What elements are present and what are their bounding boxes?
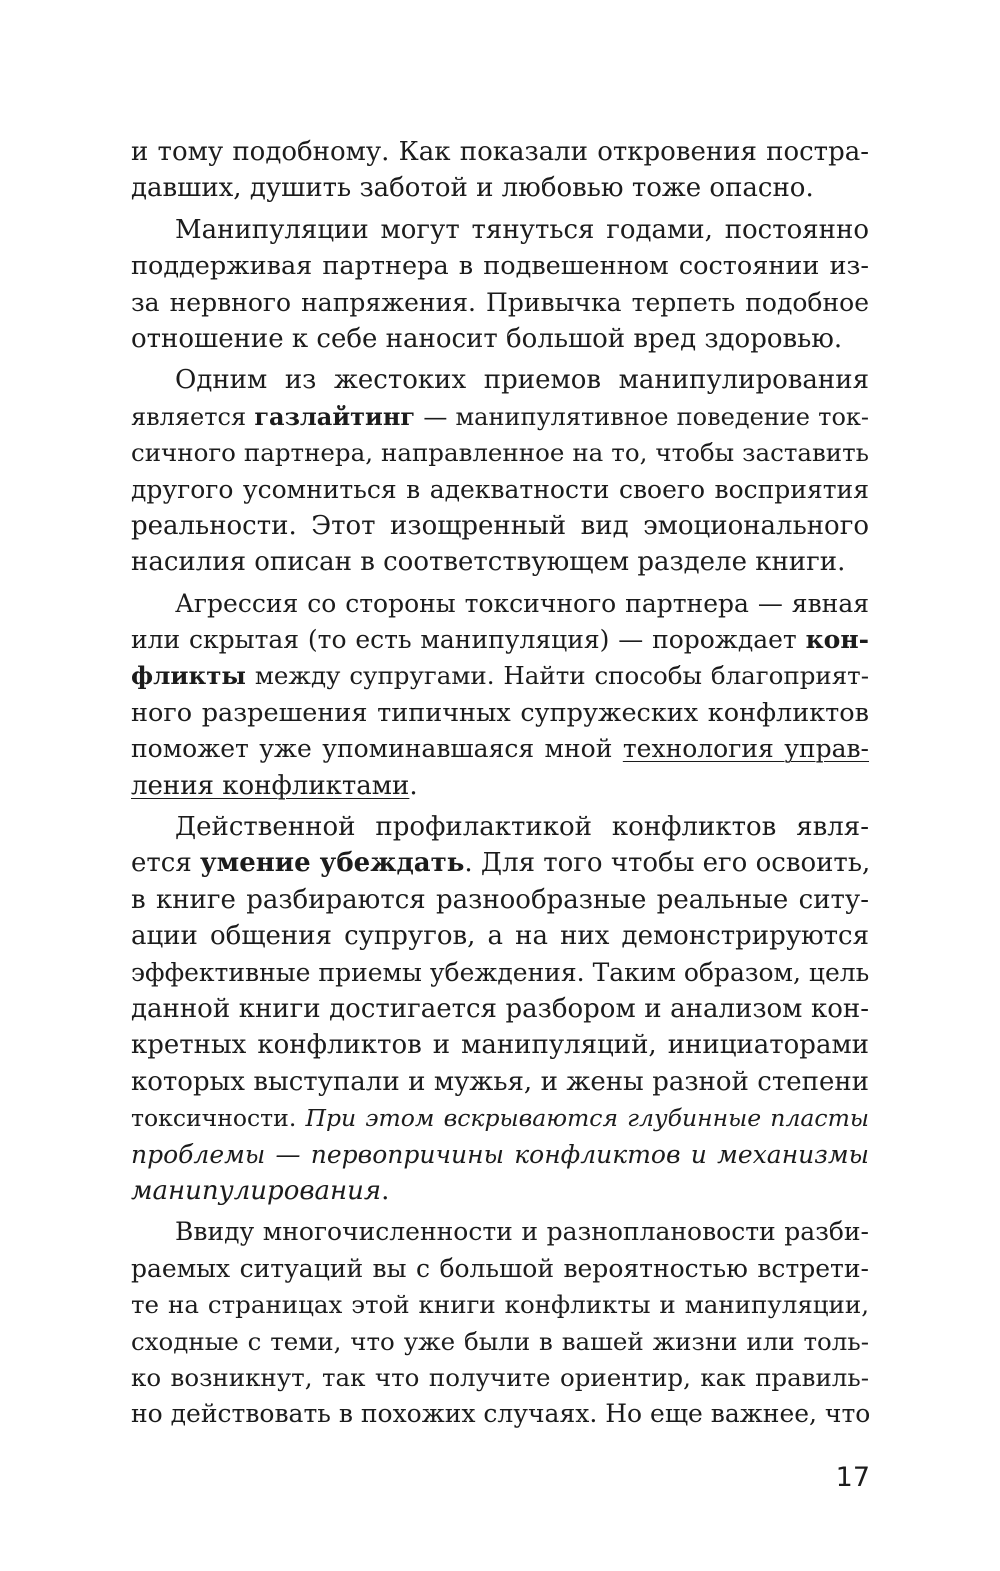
text-line: Агрессия со стороны токсичного партнера — явная: [175, 588, 869, 618]
italic-text: При этом вскрываются глубинные пласты: [305, 1104, 869, 1133]
text-fragment: токсичности.: [131, 1104, 306, 1133]
text-line: в книге разбираются разнообразные реальные ситу-: [131, 884, 869, 915]
text-line: другого усомниться в адекватности своего восприятия: [131, 474, 869, 504]
text-line: за нервного напряжения. Привычка терпеть подобное: [131, 287, 869, 317]
text-line: [131, 399, 869, 435]
text-line: кретных конфликтов и манипуляций, инициаторами: [131, 1030, 869, 1061]
text-fragment: поможет уже упоминавшаяся мной: [131, 734, 623, 764]
text-line: Ввиду многочисленности и разноплановости разби-: [175, 1217, 869, 1247]
text-line: [131, 1137, 869, 1173]
text-line: давших, душить заботой и любовью тоже опасно.: [131, 173, 814, 204]
text-line: [131, 622, 869, 658]
text-line: те на страницах этой книги конфликты и манипуляции,: [131, 1290, 869, 1320]
text-line: насилия описан в соответствующем разделе книги.: [131, 547, 846, 578]
text-line: Одним из жестоких приемов манипулирования: [175, 365, 869, 396]
text-line: Манипуляции могут тянуться годами, постоянно: [175, 214, 869, 245]
text-line: [131, 658, 869, 694]
paragraph-3: [131, 362, 869, 580]
italic-text: проблемы — первопричины конфликтов и механизмы: [131, 1139, 869, 1169]
text-fragment: .: [381, 1175, 390, 1206]
text-line: сходные с теми, что уже были в вашей жизни или толь-: [131, 1326, 869, 1356]
paragraph-6: [131, 1214, 869, 1432]
text-line: ации общения супругов, а на них демонстрируются: [131, 921, 869, 952]
text-line: реальности. Этот изощренный вид эмоционального: [131, 510, 869, 541]
term-persuasion: умение убеждать: [200, 848, 465, 879]
text-line: поддерживая партнера в подвешенном состоянии из-: [131, 251, 869, 282]
text-line: ко возникнут, так что получите ориентир, как правиль-: [131, 1362, 869, 1392]
paragraph-5: [131, 809, 869, 1209]
term-conflicts: кон-: [805, 625, 869, 655]
text-line: сичного партнера, направленное на то, чтобы заставить: [131, 438, 869, 468]
text-fragment: ется: [131, 848, 200, 879]
text-line: [131, 845, 869, 881]
text-line: эффективные приемы убеждения. Таким образом, цель: [131, 957, 870, 987]
conflict-management-link[interactable]: ления конфликтами: [131, 770, 410, 801]
text-fragment: . Для того чтобы его освоить,: [464, 848, 871, 879]
text-line: [131, 768, 869, 804]
text-fragment: .: [409, 770, 418, 801]
text-line: которых выступали и мужья, и жены разной степени: [131, 1066, 869, 1097]
text-fragment: между супругами. Найти способы благоприят-: [245, 661, 869, 691]
text-fragment: — манипулятивное поведение ток-: [415, 402, 870, 431]
term-gaslighting: газлайтинг: [254, 401, 416, 431]
text-line: [131, 1173, 869, 1209]
term-conflicts: фликты: [131, 661, 246, 691]
text-line: но действовать в похожих случаях. Но еще важнее, что: [131, 1399, 871, 1429]
paragraph-2: [131, 212, 869, 358]
italic-text: манипулирования: [131, 1175, 382, 1206]
body-text: [131, 134, 869, 1438]
text-line: отношение к себе наносит большой вред здоровью.: [131, 323, 843, 354]
text-line: ного разрешения типичных супружеских конфликтов: [131, 697, 869, 728]
conflict-management-link[interactable]: технология управ-: [622, 734, 870, 764]
text-fragment: является: [131, 402, 255, 431]
text-line: и тому подобному. Как показали откровения постра-: [131, 137, 869, 167]
text-line: [131, 731, 869, 767]
text-fragment: или скрытая (то есть манипуляция) — порождает: [131, 625, 806, 655]
text-line: раемых ситуаций вы с большой вероятностью встрети-: [131, 1253, 869, 1283]
text-line: [131, 1100, 869, 1136]
page-number: 17: [835, 1462, 870, 1493]
paragraph-4: [131, 586, 869, 804]
text-line: данной книги достигается разбором и анализом кон-: [131, 993, 869, 1024]
text-line: Действенной профилактикой конфликтов явля-: [175, 812, 869, 843]
paragraph-1: [131, 134, 869, 207]
